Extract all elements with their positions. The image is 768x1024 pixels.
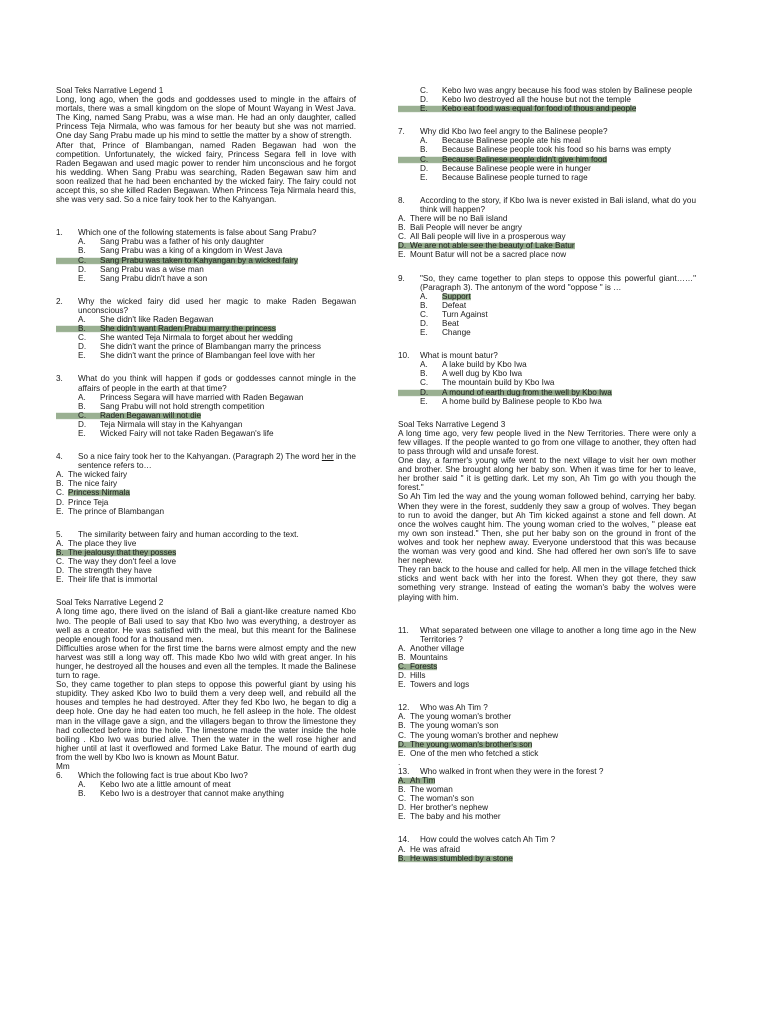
highlighted-answer[interactable]: The jealousy that they posses <box>68 547 177 557</box>
legend2-paragraph-3: So, they came together to plan steps to oppose this powerful giant by using his stupidity. They asked Kbo Iwo to build them a very deep well, and rebuild all the houses and temples he had destroyed. After they fed Kbo Iwo, he began to dig a deep hole. One day he had eaten too much, he fell asleep in the hole. The oldest man in the village gave a sign, and the villagers began to throw the limestone they had collected before into the hole. The limestone made the water inside the hole boiling . Kbo Iwo was buried alive. Then the water in the well rose higher and higher until at last it overflowed and formed Lake Batur. The mound of earth dug from the well by Kbo Iwo is known as Mount Batur. <box>56 680 356 762</box>
option-text[interactable]: The strength they have <box>68 566 152 576</box>
option-letter: D. <box>398 803 407 813</box>
option-text[interactable]: The young woman's brother <box>410 712 512 722</box>
option-text[interactable]: Because Balinese people turned to rage <box>442 172 588 182</box>
option-letter: C. <box>420 86 429 95</box>
question-number: 10. <box>398 351 410 361</box>
option-letter: B. <box>78 789 86 799</box>
option-letter: C. <box>78 333 87 343</box>
option-letter: B. <box>56 324 100 333</box>
question-4 <box>56 452 356 516</box>
option-text[interactable]: A well dug by Kbo Iwa <box>442 369 523 379</box>
option-letter: C. <box>420 309 429 319</box>
option-text[interactable]: Kebo Iwo ate a little amount of meat <box>100 780 231 790</box>
option-text[interactable]: Sang Prabu was a king of a kingdom in West Java <box>100 246 283 256</box>
question-text: How could the wolves catch Ah Tim ? <box>420 835 556 845</box>
highlighted-answer[interactable]: The young woman's brother's son <box>410 739 533 749</box>
option-letter: C. <box>398 794 407 804</box>
question-number: 13. <box>398 766 410 776</box>
option-letter: B. <box>420 369 428 379</box>
option-text[interactable]: The place they live <box>68 538 137 548</box>
option-letter: A. <box>420 360 428 370</box>
option-letter: B. <box>56 548 68 557</box>
question-text: What separated between one village to another a long time ago in the New Territories ? <box>420 625 696 644</box>
option-text[interactable]: Bali People will never be angry <box>410 223 522 233</box>
question-number: 14. <box>398 835 410 845</box>
option-text[interactable]: The wicked fairy <box>68 470 128 480</box>
question-13 <box>398 767 696 822</box>
question-14 <box>398 835 696 862</box>
option-letter: B. <box>78 401 86 411</box>
option-text[interactable]: The woman's son <box>410 794 474 804</box>
highlighted-answer[interactable]: Princess Nirmala <box>68 488 130 498</box>
question-7 <box>398 127 696 182</box>
option-letter: B. <box>398 223 406 233</box>
question-text: What is mount batur? <box>420 351 498 361</box>
highlighted-answer[interactable]: He was stumbled by a stone <box>410 853 513 863</box>
option-text[interactable]: Sang Prabu was a father of his only daughter <box>100 237 264 247</box>
question-text: Who was Ah Tim ? <box>420 703 488 713</box>
option-text[interactable]: Because Balinese people took his food so his barns was empty <box>442 145 671 155</box>
question-9 <box>398 274 696 338</box>
option-letter: A. <box>56 538 64 548</box>
option-letter: C. <box>56 256 100 265</box>
option-letter: C. <box>56 411 100 420</box>
legend3-paragraph-3: So Ah Tim led the way and the young woman followed behind, carrying her baby. When they were in the forest, suddenly they saw a group of wolves. They began to run to avoid the danger, but Ah Tim kicked against a stone and fell down. At once the wolves caught him. The young woman cried to the wolves, " please eat my own son instead." Then, she put her baby son on the ground in front of the wolves and took her nephew away. Everyone understood that this was because the woman was very good and kind. She had offered her own son's life to save her nephew. <box>398 492 696 566</box>
option-letter: D. <box>398 671 407 681</box>
legend2-paragraph-1: A long time ago, there lived on the island of Bali a giant-like creature named Kbo Iwo. The people of Bali used to say that Kbo Iwo was everything, a destroyer as well as a creator. He was satisfied with the meal, but this meant for the Balinese people enough food for a thousand men. <box>56 607 356 644</box>
option-text[interactable]: Defeat <box>442 300 467 310</box>
option-letter: E. <box>78 429 86 438</box>
stray-dot: . <box>398 757 401 767</box>
option-letter: A. <box>398 712 406 722</box>
question-text-end: in the sentence refers to… <box>78 452 356 471</box>
option-text[interactable]: Towers and logs <box>410 680 470 690</box>
option-letter: C. <box>398 730 407 740</box>
option-text[interactable]: The mountain build by Kbo Iwa <box>442 378 555 388</box>
option-text[interactable]: Turn Against <box>442 309 488 319</box>
legend3-paragraph-4: They ran back to the house and called for help. All men in the village fetched thick sticks and went back with her into the forest. When they got there, they saw something very strange. Instead of eating the woman's baby the wolves were playing with him. <box>398 565 696 602</box>
legend2-paragraph-2: Difficulties arose when for the first time the barns were almost empty and the new harvest was still a long way off. This made Kbo Iwo wild with great anger. In his hunger, he destroyed all the houses and even all the temples. It made the Balinese turn to rage. <box>56 643 356 681</box>
question-5 <box>56 530 356 585</box>
question-number: 2. <box>56 296 63 306</box>
option-text[interactable]: Their life that is immortal <box>68 575 158 585</box>
option-letter: A. <box>420 291 428 301</box>
option-text[interactable]: Because Balinese people were in hunger <box>442 163 591 173</box>
option-letter: C. <box>398 232 407 242</box>
option-letter: E. <box>398 680 406 690</box>
option-text[interactable]: All Bali people will live in a prosperous way <box>410 232 566 242</box>
question-2 <box>56 297 356 361</box>
highlighted-answer[interactable]: A mound of earth dug from the well by Kbo Iwa <box>442 387 612 397</box>
option-text[interactable]: Another village <box>410 643 465 653</box>
question-text: According to the story, if Kbo Iwa is never existed in Bali island, what do you think will happen? <box>420 195 696 214</box>
option-letter: D. <box>420 163 429 173</box>
highlighted-answer[interactable]: Ah Tim <box>410 776 436 785</box>
question-number: 11. <box>398 625 409 635</box>
question-6 <box>56 771 356 798</box>
option-text[interactable]: Mount Batur will not be a sacred place now <box>410 250 567 260</box>
option-letter: A. <box>78 314 86 324</box>
option-letter: C. <box>420 378 429 388</box>
question-text: What do you think will happen if gods or goddesses cannot mingle in the affairs of people in the earth at that time? <box>78 374 356 393</box>
option-letter: B. <box>398 652 406 662</box>
option-text[interactable]: A lake build by Kbo Iwa <box>442 360 527 370</box>
option-text[interactable]: There will be no Bali island <box>410 214 508 224</box>
option-letter: E. <box>78 273 86 283</box>
option-letter: E. <box>420 172 428 182</box>
option-text[interactable]: Sang Prabu will not hold strength competition <box>100 401 265 411</box>
option-letter: C. <box>56 557 65 567</box>
option-text[interactable]: The way they don't feel a love <box>68 557 177 567</box>
option-text[interactable]: The young woman's brother and nephew <box>410 730 559 740</box>
option-text[interactable]: The prince of Blambangan <box>68 506 165 516</box>
option-letter: A. <box>398 214 406 224</box>
option-text[interactable]: The nice fairy <box>68 479 118 489</box>
option-letter: A. <box>56 470 64 480</box>
left-column <box>56 86 356 798</box>
option-letter: C. <box>398 662 410 671</box>
option-letter: A. <box>420 136 428 146</box>
highlighted-answer[interactable]: Kebo eat food was equal for food of thous and people <box>442 104 637 114</box>
underlined-word: her <box>321 452 334 462</box>
option-letter: B. <box>398 721 406 731</box>
option-letter: C. <box>398 155 442 164</box>
legend1-paragraph-2: After that, Prince of Blambangan, named Raden Begawan had won the competition. Unfortunately, the wicked fairy, Princess Segara fell in love with Raden Begawan and used magic power to render him unconscious and he forgot his wedding. When Sang Prabu was searching, Raden Begawan saw him and soon realized that he had been enchanted by the wicked fairy. The fairy could not accept this, so she killed Raden Begawan. When Princess Teja Nirmala heard this, she was very sad. So a nice fairy took her to the Kahyangan. <box>56 140 356 205</box>
legend2-title: Soal Teks Narrative Legend 2 <box>56 598 164 608</box>
legend3-paragraph-2: One day, a farmer's young wife went to the next village to visit her own mother and brother. She brought along her baby son. When it was time for her to leave, her brother said " it is getting dark. Let my son, Ah Tim go with you though the forest." <box>398 456 696 493</box>
option-letter: D. <box>420 95 429 105</box>
question-number: 3. <box>56 374 63 384</box>
option-text[interactable]: She didn't want the prince of Blambangan feel love with her <box>100 351 316 361</box>
highlighted-answer[interactable]: She didn't want Raden Prabu marry the princess <box>100 324 276 334</box>
legend3-title: Soal Teks Narrative Legend 3 <box>398 419 506 429</box>
question-number: 5. <box>56 529 63 539</box>
highlighted-answer[interactable]: Because Balinese people didn't give him food <box>442 154 607 164</box>
option-letter: E. <box>398 250 406 260</box>
option-letter: D. <box>56 497 65 507</box>
option-letter: A. <box>78 780 86 790</box>
option-text[interactable]: Change <box>442 328 471 338</box>
question-number: 1. <box>56 228 63 238</box>
option-letter: E. <box>420 328 428 338</box>
highlighted-answer[interactable]: Raden Begawan will not die <box>100 410 202 420</box>
option-text[interactable]: He was afraid <box>410 844 461 854</box>
option-text[interactable]: One of the men who fetched a stick <box>410 748 539 758</box>
question-text: Who walked in front when they were in the forest ? <box>420 766 604 776</box>
option-text[interactable]: Wicked Fairy will not take Raden Begawan's life <box>100 429 274 438</box>
highlighted-answer[interactable]: Support <box>442 291 471 301</box>
option-text[interactable]: Kebo Iwo was angry because his food was stolen by Balinese people <box>442 86 693 95</box>
question-number: 4. <box>56 452 63 462</box>
legend1-title: Soal Teks Narrative Legend 1 <box>56 86 164 95</box>
option-letter: E. <box>56 506 64 516</box>
option-text[interactable]: Her brother's nephew <box>410 803 489 813</box>
option-text[interactable]: A home build by Balinese people to Kbo Iwa <box>442 396 602 406</box>
question-number: 12. <box>398 703 410 713</box>
question-text: Why did Kbo Iwo feel angry to the Balinese people? <box>420 127 608 137</box>
option-letter: E. <box>398 104 442 113</box>
option-text[interactable]: Sang Prabu was a wise man <box>100 264 204 274</box>
option-text[interactable]: Prince Teja <box>68 497 109 507</box>
option-text[interactable]: Kebo Iwo destroyed all the house but not the temple <box>442 95 631 105</box>
option-letter: D. <box>56 566 65 576</box>
question-3 <box>56 374 356 438</box>
option-letter: A. <box>78 392 86 402</box>
question-10 <box>398 351 696 406</box>
question-11 <box>398 626 696 690</box>
option-text[interactable]: Because Balinese people ate his meal <box>442 136 581 146</box>
question-12 <box>398 703 696 758</box>
option-text[interactable]: Mountains <box>410 652 448 662</box>
option-letter: B. <box>420 300 428 310</box>
question-text: Which the following fact is true about Kbo Iwo? <box>78 771 248 781</box>
option-letter: B. <box>398 854 410 863</box>
option-letter: A. <box>398 844 406 854</box>
option-letter: C. <box>56 488 65 498</box>
right-column <box>398 86 696 863</box>
option-letter: A. <box>398 776 410 785</box>
option-letter: B. <box>420 145 428 155</box>
option-letter: B. <box>56 479 64 489</box>
legend3-paragraph-1: A long time ago, very few people lived in the New Territories. There were only a few villages. If the people wanted to go from one village to another, they often had to pass through wild and unsafe forest. <box>398 428 696 456</box>
highlighted-answer[interactable]: Sang Prabu was taken to Kahyangan by a wicked fairy <box>100 255 298 265</box>
question-number: 6. <box>56 771 63 781</box>
option-letter: E. <box>420 396 428 406</box>
question-text: Why the wicked fairy did used her magic to make Raden Begawan unconscious? <box>78 296 356 315</box>
option-text[interactable]: Teja Nirmala will stay in the Kahyangan <box>100 419 243 429</box>
option-text[interactable]: The young woman's son <box>410 721 499 731</box>
option-letter: B. <box>398 785 406 795</box>
question-text: The similarity between fairy and human according to the text. <box>78 529 299 539</box>
option-text[interactable]: She didn't want the prince of Blambangan marry the princess <box>100 342 321 352</box>
option-text[interactable]: The baby and his mother <box>410 812 501 822</box>
stray-text: Mm <box>56 762 70 771</box>
question-text: "So, they came together to plan steps to oppose this powerful giant……"(Paragraph 3). The antonym of the word "oppose " is … <box>420 273 696 292</box>
option-letter: D. <box>78 342 87 352</box>
option-letter: E. <box>398 812 406 822</box>
option-letter: A. <box>398 643 406 653</box>
option-letter: E. <box>56 575 64 585</box>
question-1 <box>56 228 356 283</box>
option-text[interactable]: She wanted Teja Nirmala to forget about her wedding <box>100 333 293 343</box>
option-text[interactable]: Beat <box>442 318 459 328</box>
question-text: So a nice fairy took her to the Kahyangan. (Paragraph 2) The word <box>78 452 322 462</box>
option-letter: D. <box>78 264 87 274</box>
option-letter: D. <box>398 241 410 250</box>
option-text[interactable]: Princess Segara will have married with Raden Begawan <box>100 392 304 402</box>
option-text[interactable]: Sang Prabu didn't have a son <box>100 273 208 283</box>
option-letter: D. <box>78 419 87 429</box>
option-text[interactable]: The woman <box>410 785 453 795</box>
option-letter: A. <box>78 237 86 247</box>
question-number: 7. <box>398 127 405 137</box>
option-letter: E. <box>78 351 86 361</box>
question-8 <box>398 196 696 260</box>
option-letter: E. <box>398 748 406 758</box>
legend1-paragraph-1: Long, long ago, when the gods and goddesses used to mingle in the affairs of mortals, there was a small kingdom on the slope of Mount Wayang in West Java. The King, named Sang Prabu, was a wise man. He had an only daughter, called Princess Teja Nirmala, who was famous for her beauty but she was not married. One day Sang Prabu made up his mind to settle the matter by a show of strength. <box>56 95 356 141</box>
option-letter: D. <box>398 740 410 749</box>
question-number: 9. <box>398 273 405 283</box>
option-letter: D. <box>398 388 442 397</box>
highlighted-answer[interactable]: We are not able see the beauty of Lake Batur <box>410 241 575 251</box>
option-text[interactable]: Kebo Iwo is a destroyer that cannot make anything <box>100 789 284 799</box>
highlighted-answer[interactable]: Forests <box>410 661 438 671</box>
option-text[interactable]: Hills <box>410 671 426 681</box>
option-letter: D. <box>420 318 429 328</box>
question-text: Which one of the following statements is false about Sang Prabu? <box>78 228 317 238</box>
option-text[interactable]: She didn't like Raden Begawan <box>100 314 214 324</box>
option-letter: B. <box>78 246 86 256</box>
question-number: 8. <box>398 195 405 205</box>
question-6-continued <box>398 86 696 113</box>
